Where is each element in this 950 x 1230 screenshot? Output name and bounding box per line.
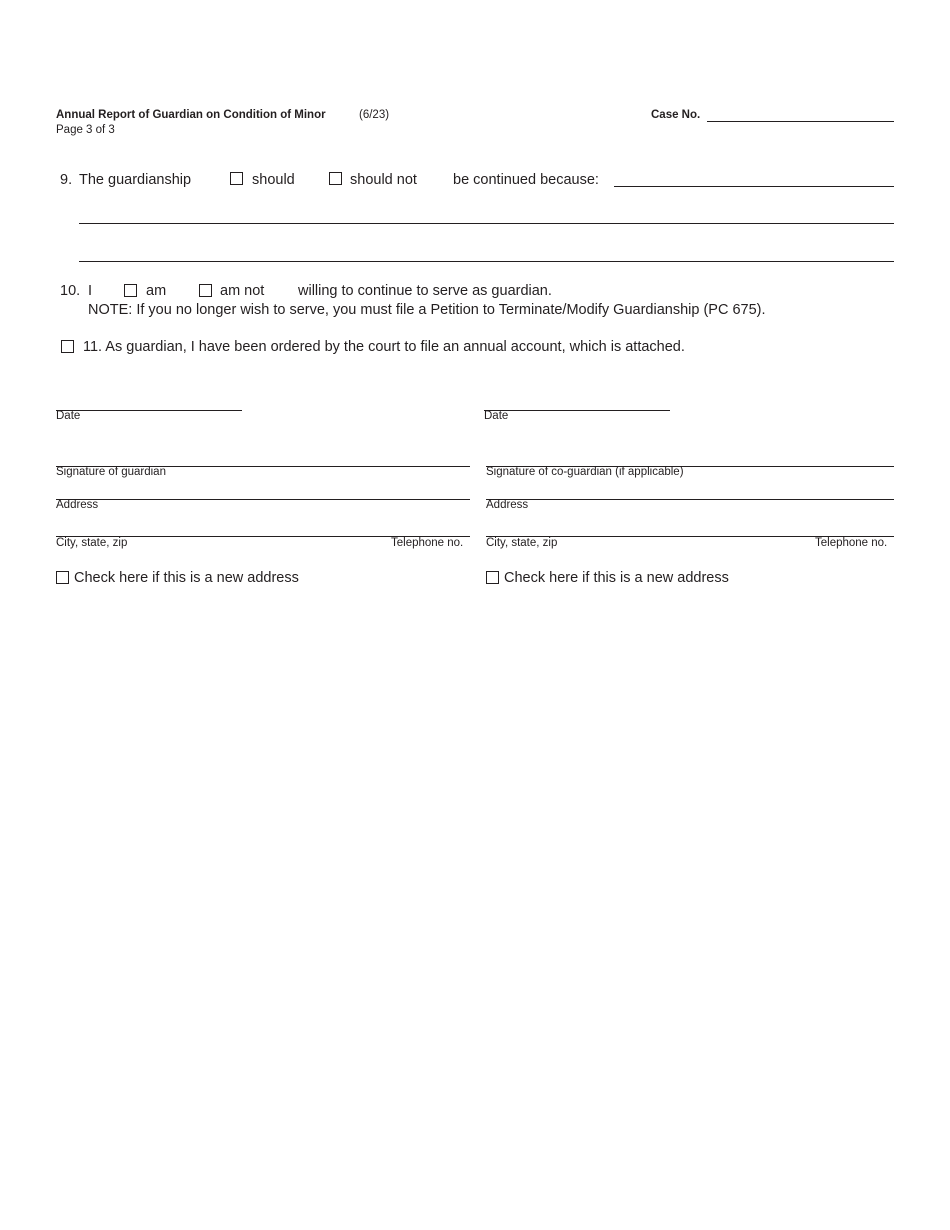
left-new-address-label: Check here if this is a new address (74, 570, 299, 586)
am-label: am (146, 283, 167, 299)
right-address-line[interactable] (486, 499, 894, 500)
right-city-label: City, state, zip (486, 537, 558, 549)
left-signature-label: Signature of guardian (56, 466, 166, 478)
item10-number: 10. (60, 283, 81, 299)
form-version: (6/23) (359, 109, 390, 121)
should-not-checkbox[interactable] (329, 172, 342, 185)
right-date-line[interactable] (484, 410, 670, 411)
should-label: should (252, 172, 295, 188)
right-signature-label: Signature of co-guardian (if applicable) (486, 466, 684, 478)
left-new-address-checkbox[interactable] (56, 571, 69, 584)
reason-line-1[interactable] (614, 186, 894, 187)
right-phone-label: Telephone no. (815, 537, 888, 549)
item10-note: NOTE: If you no longer wish to serve, you must file a Petition to Terminate/Modify Guardianship (PC 675). (88, 302, 766, 318)
right-date-label: Date (484, 410, 509, 422)
annual-account-checkbox[interactable] (61, 340, 74, 353)
right-new-address-label: Check here if this is a new address (504, 570, 729, 586)
left-phone-label: Telephone no. (391, 537, 464, 549)
left-address-label: Address (56, 499, 99, 511)
left-date-line[interactable] (56, 410, 242, 411)
form-title: Annual Report of Guardian on Condition of Minor (56, 109, 326, 121)
am-not-label: am not (220, 283, 265, 299)
should-checkbox[interactable] (230, 172, 243, 185)
item10-tail: willing to continue to serve as guardian. (298, 283, 552, 299)
should-not-label: should not (350, 172, 417, 188)
reason-line-3[interactable] (79, 261, 894, 262)
item9-lead: The guardianship (79, 172, 192, 188)
right-address-label: Address (486, 499, 529, 511)
left-date-label: Date (56, 410, 81, 422)
item10-lead: I (88, 283, 93, 299)
item9-tail: be continued because: (453, 172, 599, 188)
am-not-checkbox[interactable] (199, 284, 212, 297)
case-number-label: Case No. (651, 109, 701, 121)
item9-number: 9. (60, 172, 73, 188)
left-city-label: City, state, zip (56, 537, 128, 549)
reason-line-2[interactable] (79, 223, 894, 224)
left-address-line[interactable] (56, 499, 470, 500)
page-number: Page 3 of 3 (56, 124, 115, 136)
case-number-field[interactable] (707, 121, 894, 122)
item11-text: 11. As guardian, I have been ordered by the court to file an annual account, which is attached. (83, 339, 685, 355)
right-new-address-checkbox[interactable] (486, 571, 499, 584)
am-checkbox[interactable] (124, 284, 137, 297)
